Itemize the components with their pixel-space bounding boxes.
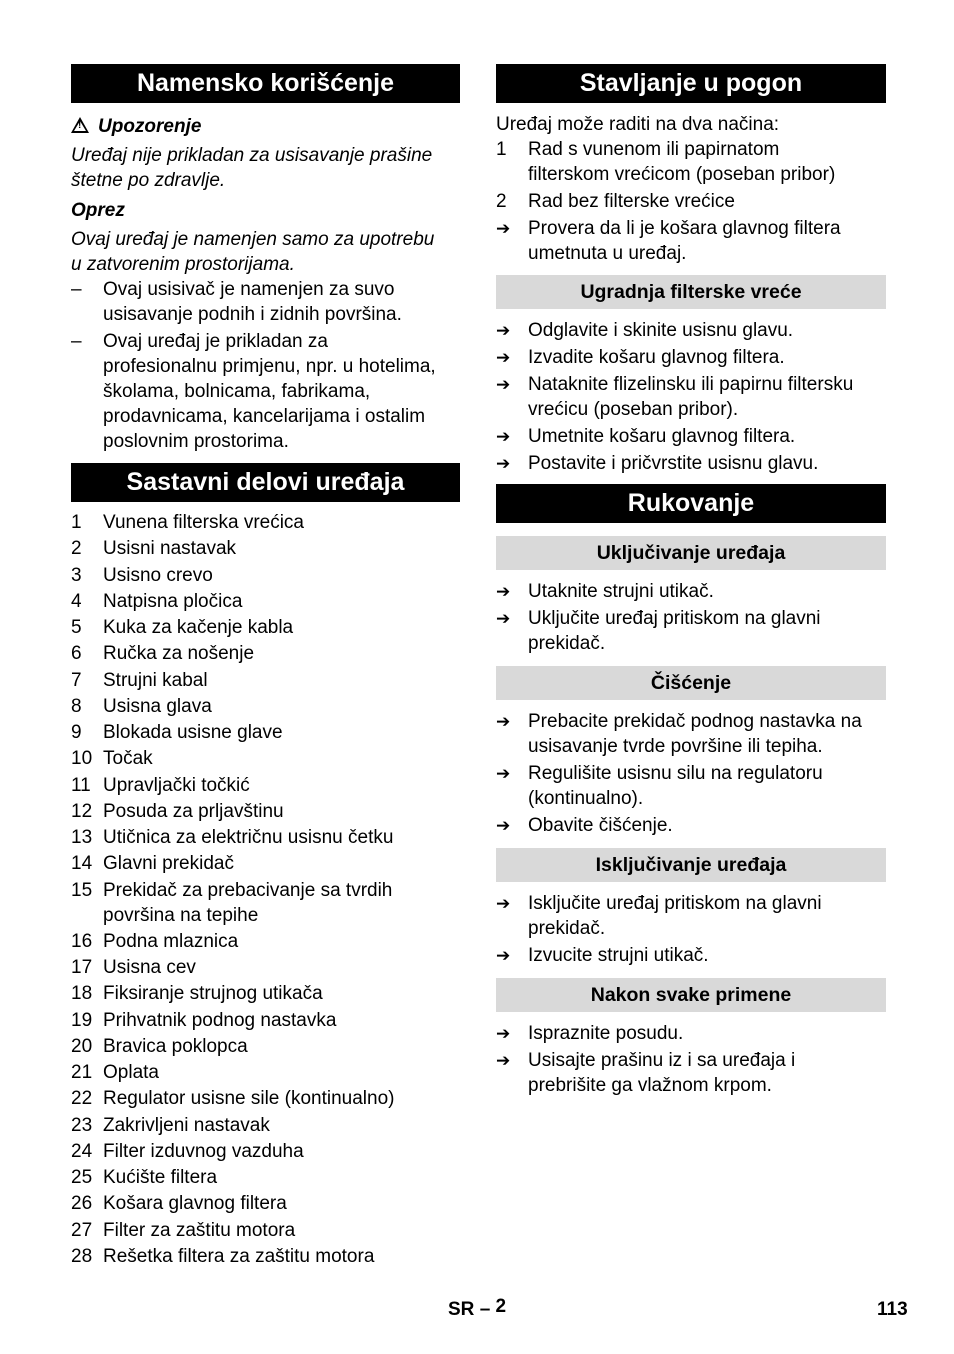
subsection-title-cleaning: Čišćenje bbox=[496, 666, 886, 700]
caution-text-line: u zatvorenim prostorijama. bbox=[71, 254, 295, 275]
text-line: usisavanje tvrde površine ili tepiha. bbox=[528, 736, 823, 757]
item-text bbox=[103, 773, 460, 798]
step-item bbox=[496, 424, 886, 449]
numbered-item bbox=[71, 1165, 460, 1190]
item-text bbox=[103, 1034, 460, 1059]
list-item-text bbox=[103, 329, 460, 454]
step-item bbox=[496, 372, 886, 422]
arrow-right-icon: ➔ bbox=[496, 219, 511, 238]
item-number: 1 bbox=[496, 139, 507, 160]
step-item bbox=[496, 761, 886, 811]
numbered-item bbox=[71, 694, 460, 719]
text-line: Usisno crevo bbox=[103, 564, 213, 586]
item-number: 11 bbox=[71, 774, 91, 796]
dash-marker: – bbox=[71, 331, 82, 352]
item-number: 19 bbox=[71, 1009, 93, 1031]
item-number: 1 bbox=[71, 512, 82, 533]
numbered-item bbox=[71, 929, 460, 954]
item-text bbox=[528, 709, 886, 759]
text-line: Kuka za kačenje kabla bbox=[103, 617, 294, 638]
item-number: 21 bbox=[71, 1062, 93, 1083]
item-text bbox=[103, 878, 460, 928]
text-line: Prebacite prekidač podnog nastavka na bbox=[528, 711, 862, 732]
text-line: vrećicu (poseban pribor). bbox=[528, 399, 739, 420]
text-line: Isključite uređaj pritiskom na glavni bbox=[528, 893, 822, 914]
numbered-item bbox=[71, 955, 460, 980]
numbered-item bbox=[71, 773, 460, 798]
item-number: 5 bbox=[71, 617, 82, 638]
subsection-title-after-use: Nakon svake primene bbox=[496, 978, 886, 1012]
arrow-right-icon: ➔ bbox=[496, 1024, 511, 1043]
numbered-item bbox=[71, 1191, 460, 1216]
text-line: (kontinualno). bbox=[528, 788, 644, 809]
numbered-item bbox=[71, 746, 460, 771]
text-line: Filter za zaštitu motora bbox=[103, 1219, 296, 1241]
item-text bbox=[103, 851, 460, 876]
item-number: 2 bbox=[71, 538, 82, 560]
item-text bbox=[103, 955, 460, 980]
warning-text bbox=[71, 143, 460, 193]
text-line: Odglavite i skinite usisnu glavu. bbox=[528, 320, 794, 341]
numbered-item bbox=[71, 851, 460, 876]
text-line: Utaknite strujni utikač. bbox=[528, 581, 714, 602]
step-item bbox=[496, 943, 886, 968]
arrow-right-icon: ➔ bbox=[496, 894, 511, 913]
text-line: Nataknite flizelinsku ili papirnu filtersku bbox=[528, 374, 854, 395]
step-item bbox=[496, 606, 886, 656]
step-item bbox=[496, 1021, 886, 1046]
item-text bbox=[103, 1008, 460, 1033]
arrow-right-icon: ➔ bbox=[496, 348, 511, 367]
arrow-right-icon: ➔ bbox=[496, 582, 511, 601]
text-line: Upravljački točkić bbox=[103, 774, 250, 796]
subsection-title-switch-on: Uključivanje uređaja bbox=[496, 536, 886, 570]
right-column bbox=[496, 64, 886, 1098]
text-line: Vunena filterska vrećica bbox=[103, 512, 305, 533]
text-line: Izvucite strujni utikač. bbox=[528, 945, 709, 966]
item-text bbox=[528, 761, 886, 811]
text-line: Usisajte prašinu iz i sa uređaja i bbox=[528, 1050, 796, 1071]
text-line: Prihvatnik podnog nastavka bbox=[103, 1009, 337, 1031]
item-text bbox=[528, 1021, 886, 1046]
item-text bbox=[103, 799, 460, 824]
left-column bbox=[71, 64, 460, 1269]
text-line: Fiksiranje strujnog utikača bbox=[103, 983, 323, 1005]
list-item bbox=[71, 277, 460, 327]
numbered-item bbox=[71, 563, 460, 588]
numbered-item bbox=[71, 720, 460, 745]
item-number: 17 bbox=[71, 957, 93, 978]
text-line: Umetnite košaru glavnog filtera. bbox=[528, 426, 796, 447]
text-line: Prekidač za prebacivanje sa tvrdih bbox=[103, 879, 393, 901]
text-line: Regulator usisne sile (kontinualno) bbox=[103, 1088, 395, 1110]
step-item bbox=[496, 813, 886, 838]
footer-dash: – bbox=[479, 1299, 491, 1320]
subsection-title-filter-bag: Ugradnja filterske vreće bbox=[496, 275, 886, 309]
numbered-item bbox=[71, 1086, 460, 1111]
caution-text bbox=[71, 227, 460, 277]
item-text bbox=[103, 981, 460, 1006]
numbered-item bbox=[71, 799, 460, 824]
numbered-item bbox=[71, 981, 460, 1006]
numbered-item bbox=[71, 536, 460, 561]
text-line: Ručka za nošenje bbox=[103, 643, 255, 665]
text-line: Točak bbox=[103, 748, 153, 770]
text-line: usisavanje podnih i zidnih površina. bbox=[103, 304, 402, 325]
item-text bbox=[103, 1060, 460, 1085]
startup-modes-list bbox=[496, 137, 886, 214]
warning-text-line: štetne po zdravlje. bbox=[71, 170, 226, 191]
item-text bbox=[103, 536, 460, 561]
step-item bbox=[496, 891, 886, 941]
text-line: poslovnim prostorima. bbox=[103, 431, 289, 452]
item-number: 4 bbox=[71, 590, 82, 612]
text-line: prebrišite ga vlažnom krpom. bbox=[528, 1075, 772, 1096]
text-line: Ispraznite posudu. bbox=[528, 1023, 684, 1044]
warning-label: Upozorenje bbox=[98, 116, 202, 137]
text-line: Košara glavnog filtera bbox=[103, 1193, 287, 1215]
item-number: 6 bbox=[71, 643, 82, 665]
footer-lang: SR bbox=[448, 1299, 475, 1320]
text-line: površina na tepihe bbox=[103, 904, 259, 926]
text-line: Rešetka filtera za zaštitu motora bbox=[103, 1245, 375, 1267]
item-text bbox=[528, 451, 886, 476]
text-line: Postavite i pričvrstite usisnu glavu. bbox=[528, 453, 819, 474]
text-line: Usisna cev bbox=[103, 957, 196, 978]
text-line: Provera da li je košara glavnog filtera bbox=[528, 218, 841, 239]
page-number: 113 bbox=[877, 1299, 908, 1320]
numbered-item bbox=[71, 641, 460, 666]
list-item bbox=[71, 329, 460, 454]
arrow-right-icon: ➔ bbox=[496, 946, 511, 965]
item-text bbox=[528, 137, 886, 187]
cleaning-steps-list bbox=[496, 709, 886, 838]
numbered-item bbox=[71, 668, 460, 693]
item-number: 14 bbox=[71, 853, 93, 875]
section-title-operation: Rukovanje bbox=[496, 484, 886, 523]
dash-marker: – bbox=[71, 279, 82, 300]
step-item bbox=[496, 345, 886, 370]
text-line: Glavni prekidač bbox=[103, 853, 234, 875]
text-line: Zakrivljeni nastavak bbox=[103, 1114, 270, 1136]
text-line: Uključite uređaj pritiskom na glavni bbox=[528, 608, 821, 629]
item-number: 22 bbox=[71, 1088, 93, 1110]
item-number: 8 bbox=[71, 695, 82, 717]
item-number: 15 bbox=[71, 879, 93, 901]
footer-section-page: 2 bbox=[495, 1296, 507, 1317]
numbered-item bbox=[71, 1218, 460, 1243]
item-number: 28 bbox=[71, 1245, 93, 1267]
switch-on-steps-list bbox=[496, 579, 886, 656]
step-item bbox=[496, 579, 886, 604]
arrow-right-icon: ➔ bbox=[496, 712, 511, 731]
item-number: 9 bbox=[71, 722, 82, 743]
text-line: Filter izduvnog vazduha bbox=[103, 1140, 304, 1162]
warning-text-line: Uređaj nije prikladan za usisavanje prašine bbox=[71, 145, 433, 166]
text-line: umetnuta u uređaj. bbox=[528, 243, 687, 264]
item-text bbox=[528, 1048, 886, 1098]
warning-triangle-icon bbox=[71, 117, 89, 133]
text-line: prodavnicama, kancelarijama i ostalim bbox=[103, 406, 426, 427]
filter-bag-steps-list bbox=[496, 318, 886, 476]
item-text bbox=[528, 579, 886, 604]
subsection-title-switch-off: Isključivanje uređaja bbox=[496, 848, 886, 882]
item-text bbox=[528, 345, 886, 370]
caution-text-line: Ovaj uređaj je namenjen samo za upotrebu bbox=[71, 229, 435, 250]
after-use-steps-list bbox=[496, 1021, 886, 1098]
item-text bbox=[528, 216, 886, 266]
item-number: 12 bbox=[71, 800, 93, 822]
numbered-item bbox=[71, 1244, 460, 1269]
section-title-intended-use: Namensko korišćenje bbox=[71, 64, 460, 103]
item-number: 13 bbox=[71, 827, 93, 848]
numbered-item bbox=[71, 878, 460, 928]
numbered-item bbox=[71, 510, 460, 535]
parts-list bbox=[71, 510, 460, 1269]
item-text bbox=[528, 943, 886, 968]
step-item bbox=[496, 216, 886, 266]
text-line: Regulišite usisnu silu na regulatoru bbox=[528, 763, 823, 784]
startup-intro: Uređaj može raditi na dva načina: bbox=[496, 114, 780, 135]
text-line: prekidač. bbox=[528, 918, 606, 939]
arrow-right-icon: ➔ bbox=[496, 454, 511, 473]
item-text bbox=[103, 1218, 460, 1243]
item-text bbox=[528, 606, 886, 656]
numbered-item bbox=[496, 137, 886, 187]
list-item-text bbox=[103, 277, 460, 327]
footer-section-label bbox=[448, 1297, 506, 1322]
text-line: školama, bolnicama, fabrikama, bbox=[103, 381, 371, 402]
text-line: Ovaj usisivač je namenjen za suvo bbox=[103, 279, 395, 300]
text-line: filterskom vrećicom (poseban pribor) bbox=[528, 164, 836, 185]
text-line: Izvadite košaru glavnog filtera. bbox=[528, 347, 785, 368]
text-line: Rad s vunenom ili papirnatom bbox=[528, 139, 780, 160]
item-number: 16 bbox=[71, 930, 93, 952]
item-text bbox=[528, 318, 886, 343]
step-item bbox=[496, 709, 886, 759]
arrow-right-icon: ➔ bbox=[496, 816, 511, 835]
numbered-item bbox=[71, 1034, 460, 1059]
text-line: profesionalnu primjenu, npr. u hotelima, bbox=[103, 356, 436, 377]
item-text bbox=[103, 1244, 460, 1269]
arrow-right-icon: ➔ bbox=[496, 427, 511, 446]
item-number: 18 bbox=[71, 983, 93, 1005]
text-line: Strujni kabal bbox=[103, 669, 208, 691]
item-number: 27 bbox=[71, 1219, 93, 1241]
item-text bbox=[103, 746, 460, 771]
numbered-item bbox=[496, 189, 886, 214]
numbered-item bbox=[71, 615, 460, 640]
text-line: prekidač. bbox=[528, 633, 606, 654]
item-text bbox=[103, 1139, 460, 1164]
text-line: Usisni nastavak bbox=[103, 538, 237, 560]
item-text bbox=[103, 1191, 460, 1216]
section-title-startup: Stavljanje u pogon bbox=[496, 64, 886, 103]
item-text bbox=[103, 1086, 460, 1111]
text-line: Bravica poklopca bbox=[103, 1035, 248, 1057]
arrow-right-icon: ➔ bbox=[496, 375, 511, 394]
numbered-item bbox=[71, 825, 460, 850]
item-number: 24 bbox=[71, 1140, 93, 1162]
text-line: Posuda za prljavštinu bbox=[103, 800, 284, 822]
startup-steps-list bbox=[496, 216, 886, 266]
item-number: 20 bbox=[71, 1035, 93, 1057]
arrow-right-icon: ➔ bbox=[496, 1051, 511, 1070]
item-text bbox=[103, 1113, 460, 1138]
arrow-right-icon: ➔ bbox=[496, 321, 511, 340]
item-number: 2 bbox=[496, 191, 507, 212]
item-text bbox=[528, 372, 886, 422]
numbered-item bbox=[71, 1060, 460, 1085]
numbered-item bbox=[71, 589, 460, 614]
item-text bbox=[103, 720, 460, 745]
section-title-parts: Sastavni delovi uređaja bbox=[71, 463, 460, 502]
item-text bbox=[103, 825, 460, 850]
item-number: 26 bbox=[71, 1193, 93, 1215]
item-text bbox=[528, 813, 886, 838]
text-line: Ovaj uređaj je prikladan za bbox=[103, 331, 328, 352]
item-text bbox=[103, 668, 460, 693]
item-number: 25 bbox=[71, 1167, 93, 1188]
step-item bbox=[496, 1048, 886, 1098]
item-text bbox=[528, 189, 886, 214]
step-item bbox=[496, 451, 886, 476]
item-text bbox=[103, 510, 460, 535]
item-text bbox=[528, 424, 886, 449]
item-text bbox=[103, 563, 460, 588]
switch-off-steps-list bbox=[496, 891, 886, 968]
text-line: Natpisna pločica bbox=[103, 590, 243, 612]
numbered-item bbox=[71, 1139, 460, 1164]
item-number: 3 bbox=[71, 564, 82, 586]
text-line: Obavite čišćenje. bbox=[528, 815, 673, 836]
text-line: Rad bez filterske vrećice bbox=[528, 191, 735, 212]
item-number: 10 bbox=[71, 748, 93, 770]
numbered-item bbox=[71, 1008, 460, 1033]
caution-label: Oprez bbox=[71, 200, 125, 221]
item-text bbox=[103, 641, 460, 666]
item-text bbox=[103, 694, 460, 719]
item-text bbox=[103, 589, 460, 614]
text-line: Blokada usisne glave bbox=[103, 722, 283, 743]
text-line: Usisna glava bbox=[103, 695, 212, 717]
item-text bbox=[103, 615, 460, 640]
item-text bbox=[103, 1165, 460, 1190]
item-text bbox=[103, 929, 460, 954]
item-number: 7 bbox=[71, 669, 82, 691]
arrow-right-icon: ➔ bbox=[496, 609, 511, 628]
text-line: Kućište filtera bbox=[103, 1167, 218, 1188]
item-number: 23 bbox=[71, 1114, 93, 1136]
numbered-item bbox=[71, 1113, 460, 1138]
warning-heading bbox=[71, 114, 460, 140]
text-line: Utičnica za električnu usisnu četku bbox=[103, 827, 394, 848]
step-item bbox=[496, 318, 886, 343]
arrow-right-icon: ➔ bbox=[496, 764, 511, 783]
item-text bbox=[528, 891, 886, 941]
text-line: Oplata bbox=[103, 1062, 159, 1083]
text-line: Podna mlaznica bbox=[103, 930, 239, 952]
